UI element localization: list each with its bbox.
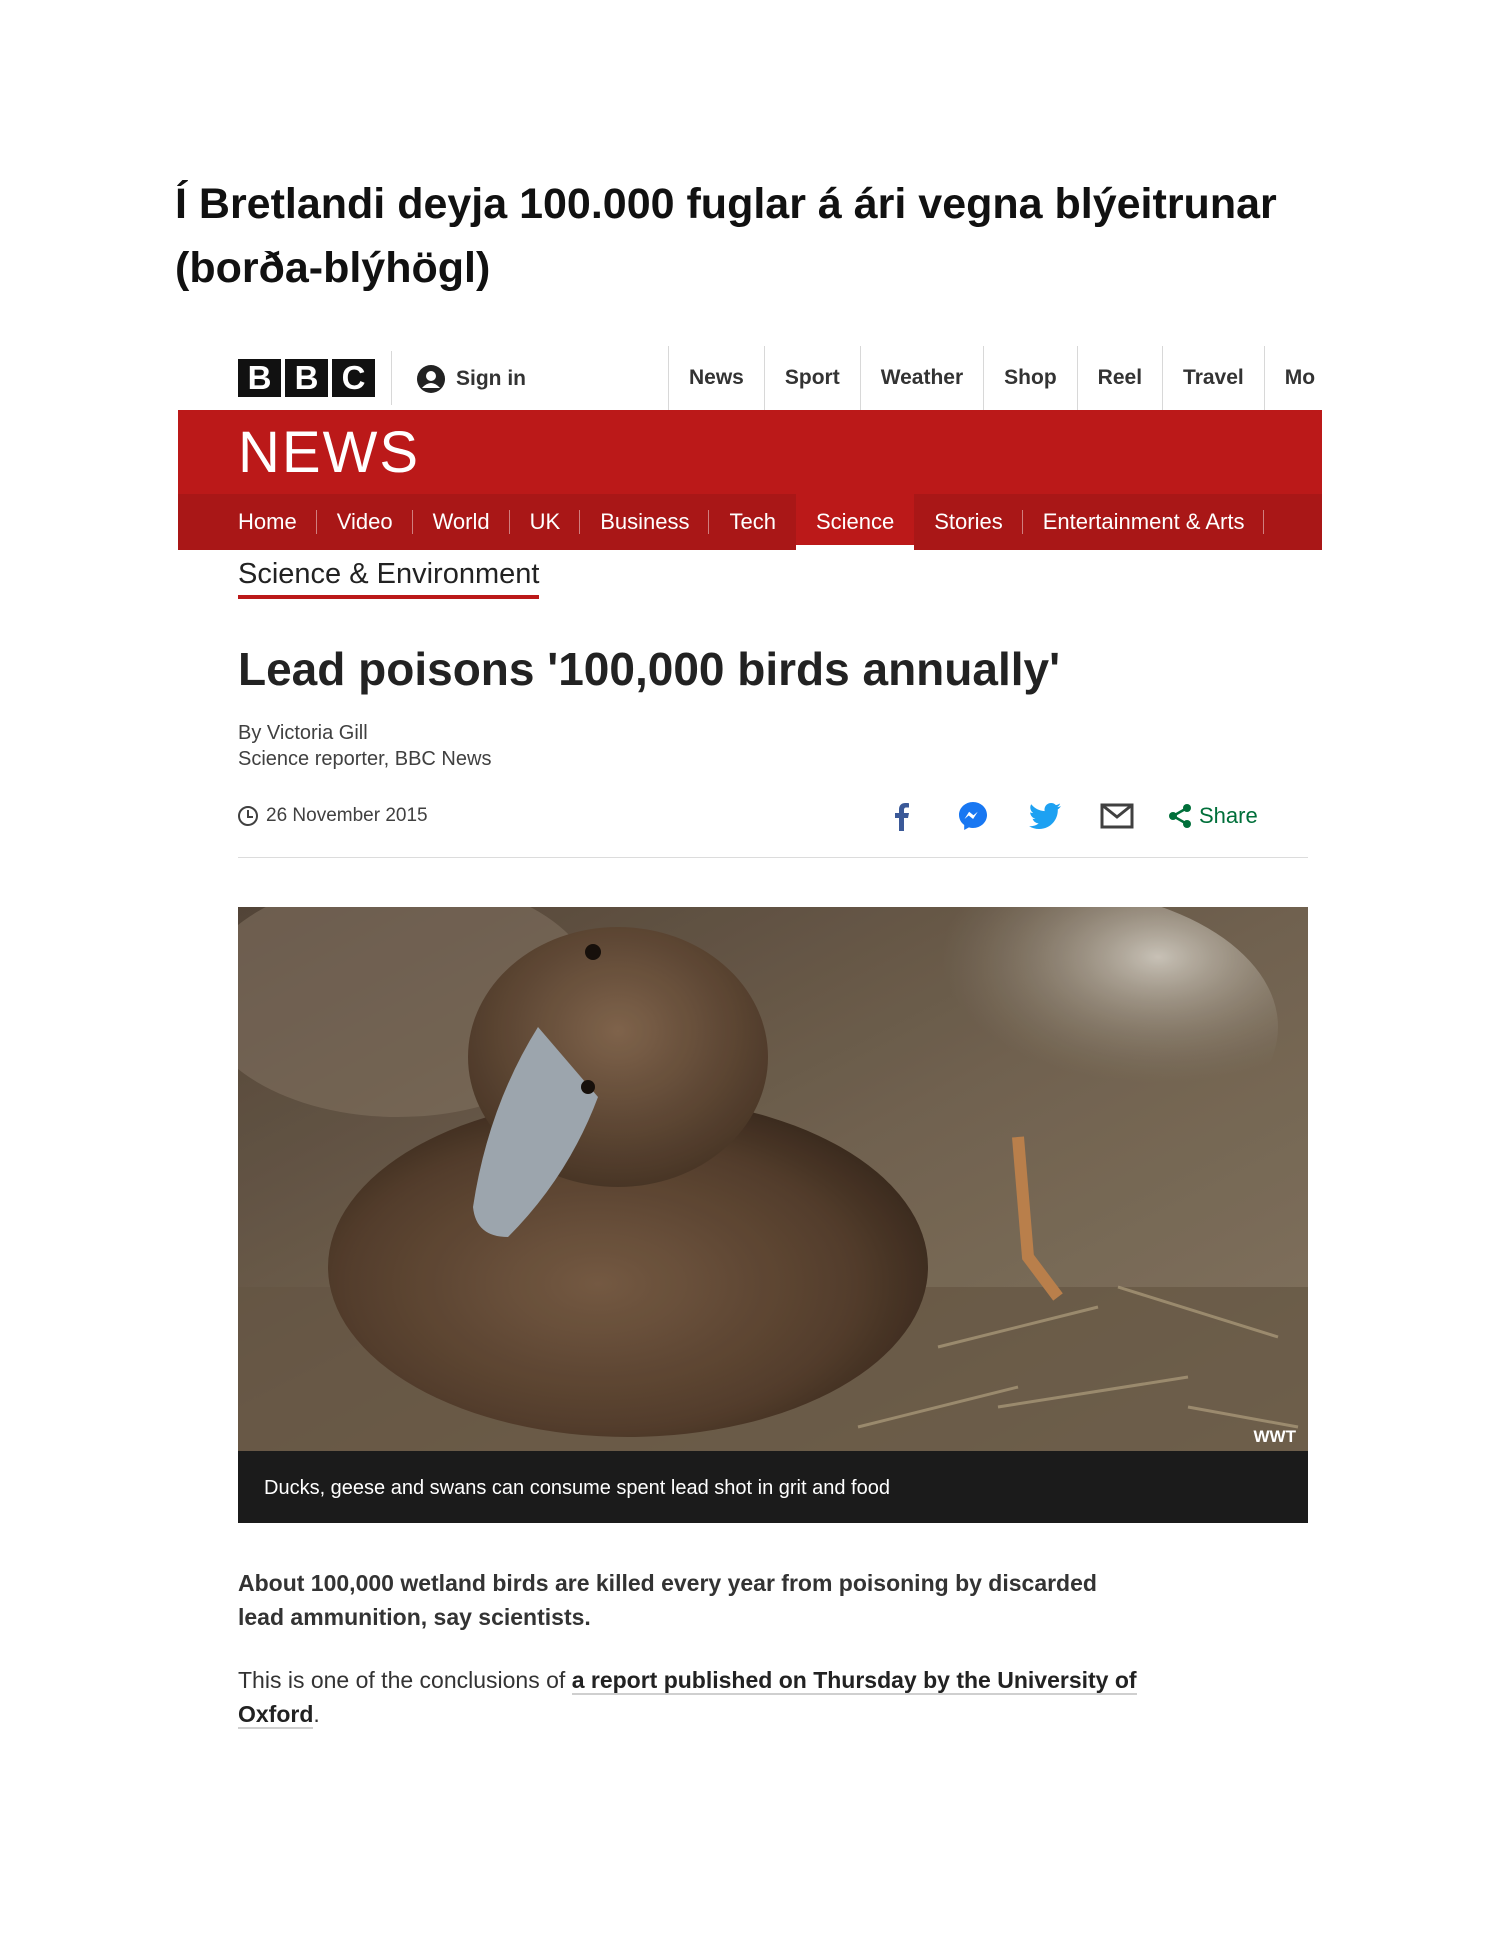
nav-video[interactable] [317,494,413,550]
nav-label: Business [600,509,690,534]
nav-world[interactable] [413,494,510,550]
user-icon [416,364,446,394]
nav-label: Science [815,509,895,534]
nav-entertainment-arts[interactable] [1023,494,1265,550]
topnav-sport[interactable]: Sport [764,346,860,410]
nav-label: Entertainment & Arts [1042,509,1245,534]
topnav-weather[interactable]: Weather [860,346,983,410]
document-title: Í Bretlandi deyja 100.000 fuglar á ári vegna blýeitrunar (borða-blýhögl) [175,180,1277,292]
nav-label: Home [238,509,297,534]
header-divider [238,857,1308,858]
report-link[interactable]: a report published on Thursday by the University of Oxford [238,1667,1137,1727]
top-bar [178,346,1322,410]
sign-in-label: Sign in [456,367,526,390]
byline-author: By Victoria Gill [238,722,368,744]
article-lede: About 100,000 wetland birds are killed every year from poisoning by discarded lead ammunition, say scientists. [238,1570,1097,1630]
share-label: Share [1199,803,1258,828]
top-nav [668,346,1322,410]
messenger-icon[interactable] [955,798,991,834]
facebook-icon[interactable] [883,798,919,834]
news-banner [178,410,1322,550]
share-icon [1167,803,1193,829]
bbc-logo-letter: B [285,359,328,397]
topnav-travel[interactable]: Travel [1162,346,1264,410]
email-icon[interactable] [1099,798,1135,834]
nav-label: World [432,509,490,534]
bbc-logo[interactable] [238,359,375,397]
nav-uk[interactable] [510,494,581,550]
nav-label: UK [529,509,561,534]
image-caption: Ducks, geese and swans can consume spent lead shot in grit and food [238,1451,1308,1523]
twitter-icon[interactable] [1027,798,1063,834]
clock-icon [238,806,258,826]
nav-label: Stories [934,509,1003,534]
share-button[interactable] [1167,803,1258,829]
para-text: This is one of the conclusions of [238,1667,572,1693]
topnav-news[interactable]: News [668,346,764,410]
topnav-reel[interactable]: Reel [1077,346,1162,410]
section-label[interactable]: Science & Environment [238,558,539,599]
article-paragraph [238,1663,1138,1731]
topnav-shop[interactable]: Shop [983,346,1077,410]
bbc-article-screenshot [178,346,1322,1746]
article-date [238,805,428,827]
share-tools [883,798,1258,834]
nav-stories[interactable] [914,494,1022,550]
bbc-logo-letter: B [238,359,281,397]
duck-photo [238,907,1308,1451]
news-wordmark[interactable]: NEWS [238,420,420,485]
date-text: 26 November 2015 [266,805,428,826]
nav-tech[interactable] [709,494,795,550]
sign-in-button[interactable] [416,364,526,394]
para-suffix: . [313,1701,320,1727]
nav-label: Video [336,509,393,534]
nav-science[interactable] [796,494,914,550]
article-headline: Lead poisons '100,000 birds annually' [238,643,1061,695]
nav-label: Tech [729,509,776,534]
topnav-more[interactable]: Mo [1264,346,1322,410]
nav-business[interactable] [580,494,709,550]
image-credit: WWT [1253,1427,1296,1446]
topbar-divider [391,351,392,405]
byline [238,720,491,772]
byline-role: Science reporter, BBC News [238,748,492,770]
bbc-logo-letter: C [332,359,375,397]
news-nav [178,494,1322,550]
nav-home[interactable] [218,494,317,550]
article-image [238,907,1308,1451]
